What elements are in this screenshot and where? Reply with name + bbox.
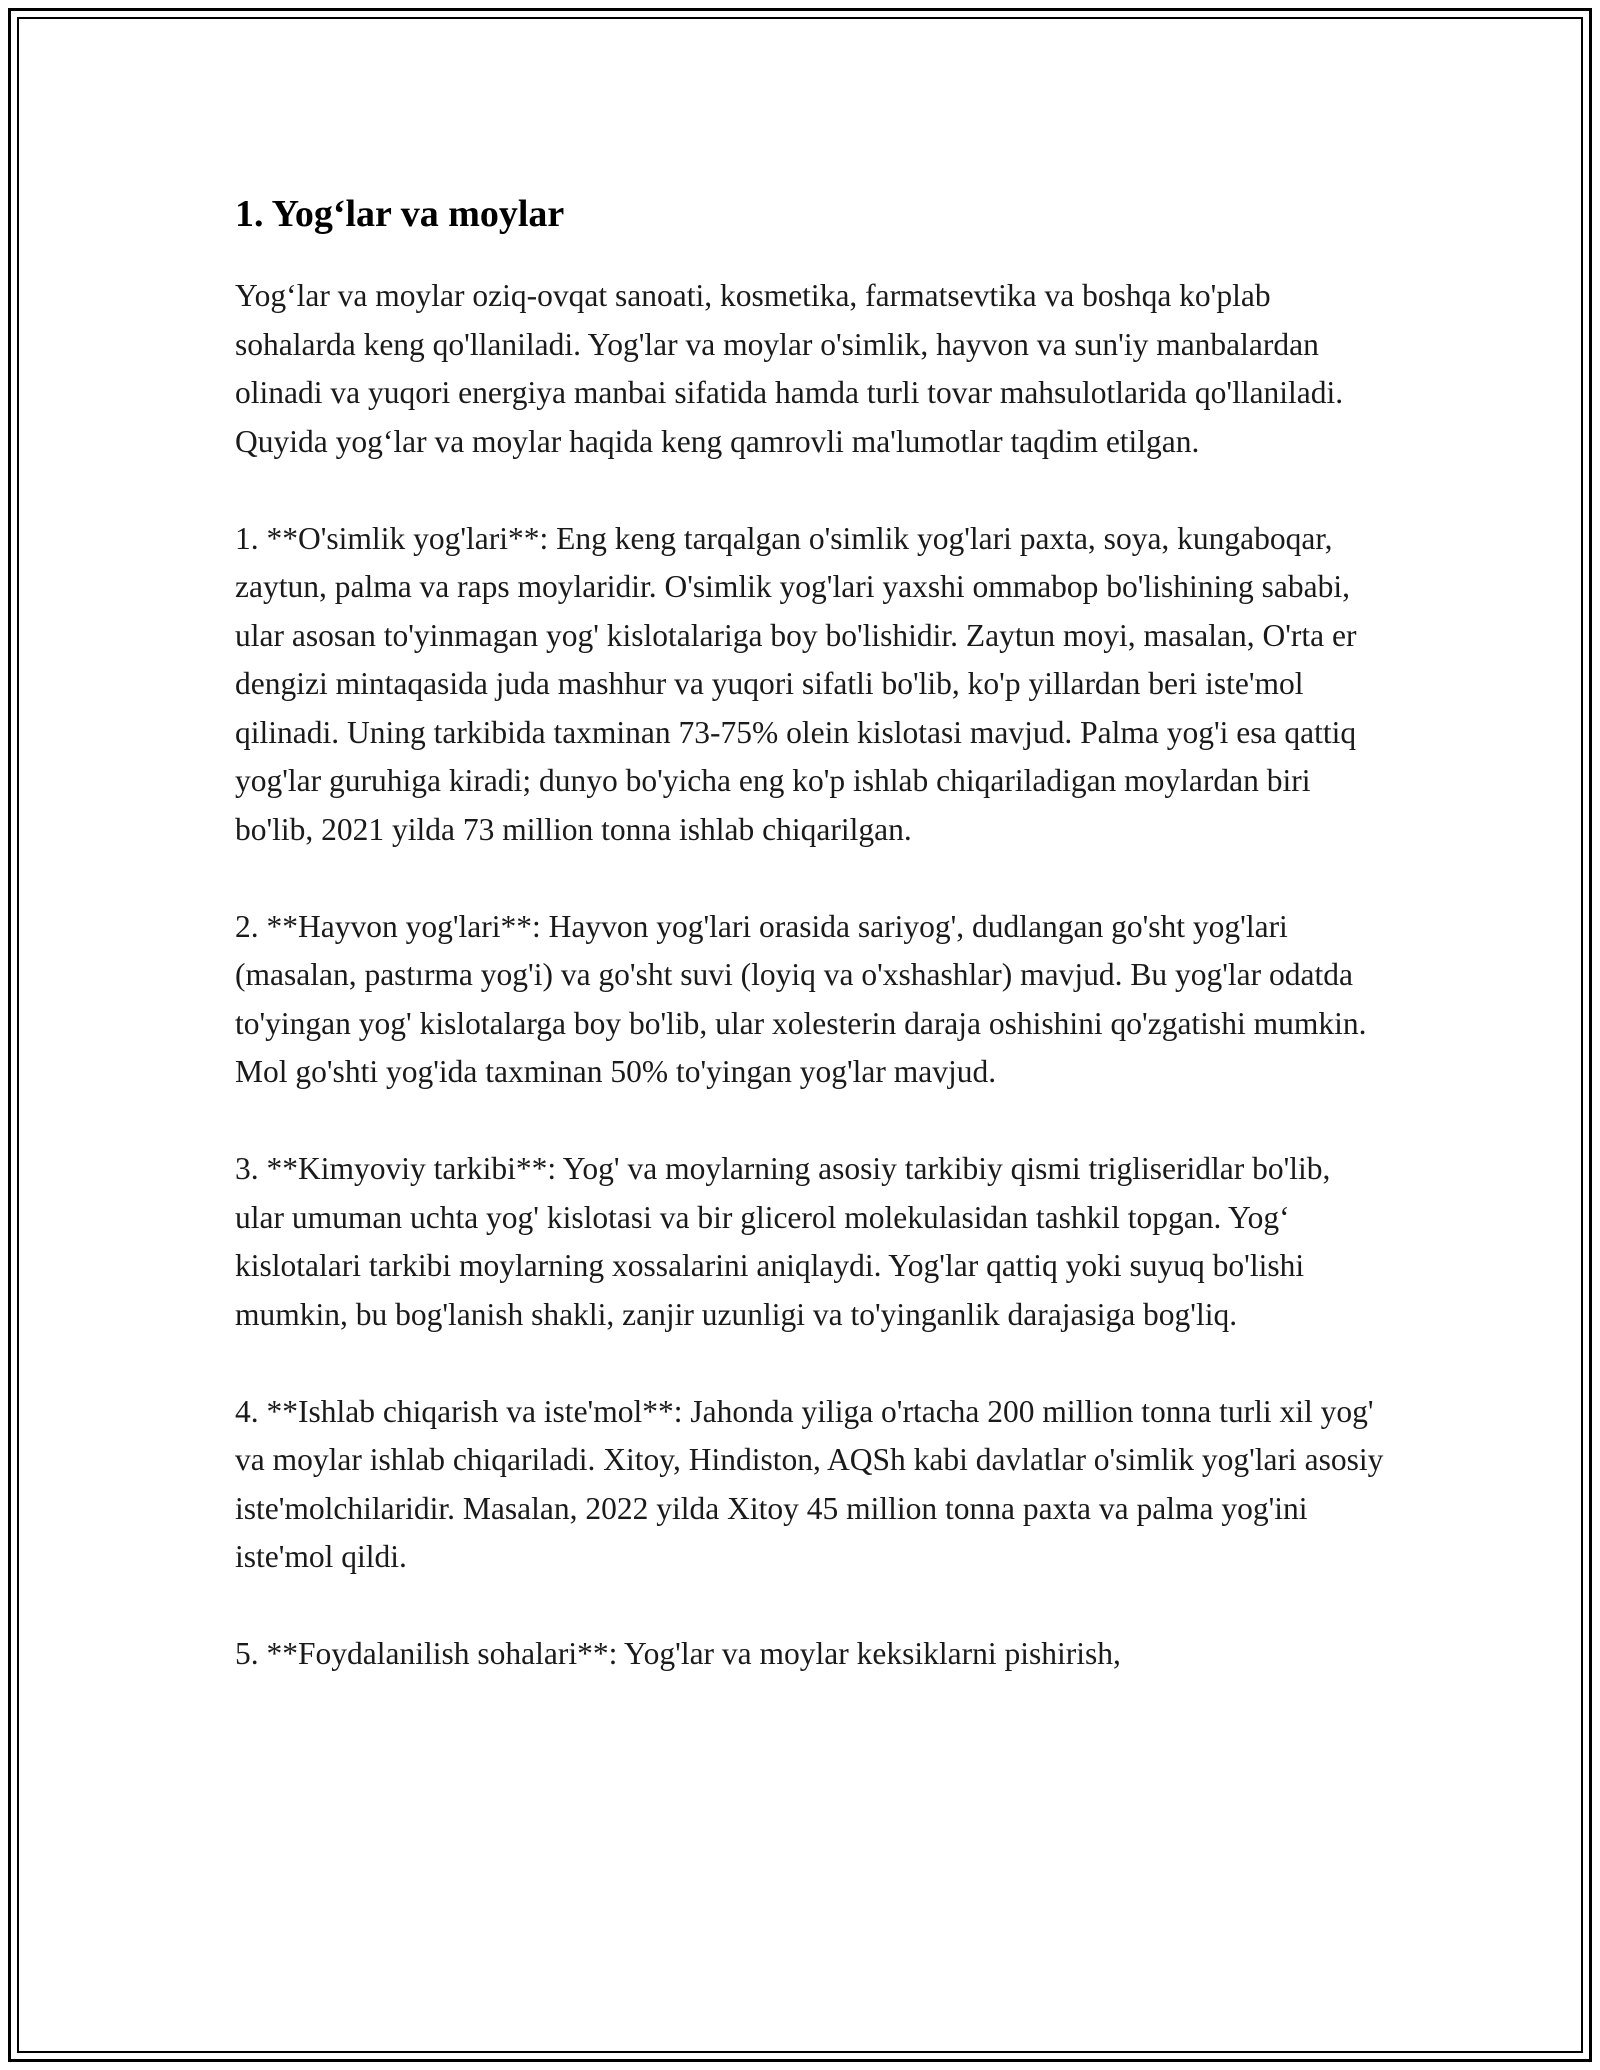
page-title: 1. Yog‘lar va moylar	[235, 193, 565, 235]
paragraph-chemical-composition: 3. **Kimyoviy tarkibi**: Yog' va moylarning asosiy tarkibiy qismi trigliseridlar bo'lib, ular umuman uchta yog' kislotasi va bir glicerol molekulasidan tashkil topgan. Yog‘ kislotalari tarkibi moylarning xossalarini aniqlaydi. Yog'lar qattiq yoki suyuq bo'lishi mumkin, bu bog'lanish shakli, zanjir uzunligi va to'yinganlik darajasiga bog'liq.	[235, 1151, 1331, 1332]
document-body	[235, 186, 1385, 1727]
paragraph-plant-oils: 1. **O'simlik yog'lari**: Eng keng tarqalgan o'simlik yog'lari paxta, soya, kungaboqar, zaytun, palma va raps moylaridir. O'simlik yog'lari yaxshi ommabop bo'lishining sababi, ular asosan to'yinmagan yog' kislotalariga boy bo'lishidir. Zaytun moyi, masalan, O'rta er dengizi mintaqasida juda mashhur va yuqori sifatli bo'lib, ko'p yillardan beri iste'mol qilinadi. Uning tarkibida taxminan 73-75% olein kislotasi mavjud. Palma yog'i esa qattiq yog'lar guruhiga kiradi; dunyo bo'yicha eng ko'p ishlab chiqariladigan moylardan biri bo'lib, 2021 yilda 73 million tonna ishlab chiqarilgan.	[235, 520, 1357, 847]
paragraph-production-consumption: 4. **Ishlab chiqarish va iste'mol**: Jahonda yiliga o'rtacha 200 million tonna turli xil yog' va moylar ishlab chiqariladi. Xitoy, Hindiston, AQSh kabi davlatlar o'simlik yog'lari asosiy iste'molchilaridir. Masalan, 2022 yilda Xitoy 45 million tonna paxta va palma yog'ini iste'mol qildi.	[235, 1393, 1384, 1574]
paragraph-animal-fats: 2. **Hayvon yog'lari**: Hayvon yog'lari orasida sariyog', dudlangan go'sht yog'lari (masalan, pastırma yog'i) va go'sht suvi (loyiq va o'xshashlar) mavjud. Bu yog'lar odatda to'yingan yog' kislotalarga boy bo'lib, ular xolesterin daraja oshishini qo'zgatishi mumkin. Mol go'shti yog'ida taxminan 50% to'yingan yog'lar mavjud.	[235, 908, 1367, 1089]
paragraph-usage-areas: 5. **Foydalanilish sohalari**: Yog'lar va moylar keksiklarni pishirish,	[235, 1636, 1121, 1671]
intro-paragraph: Yog‘lar va moylar oziq-ovqat sanoati, kosmetika, farmatsevtika va boshqa ko'plab sohalarda keng qo'llaniladi. Yog'lar va moylar o'simlik, hayvon va sun'iy manbalardan olinadi va yuqori energiya manbai sifatida hamda turli tovar mahsulotlarida qo'llaniladi. Quyida yog‘lar va moylar haqida keng qamrovli ma'lumotlar taqdim etilgan.	[235, 278, 1344, 459]
